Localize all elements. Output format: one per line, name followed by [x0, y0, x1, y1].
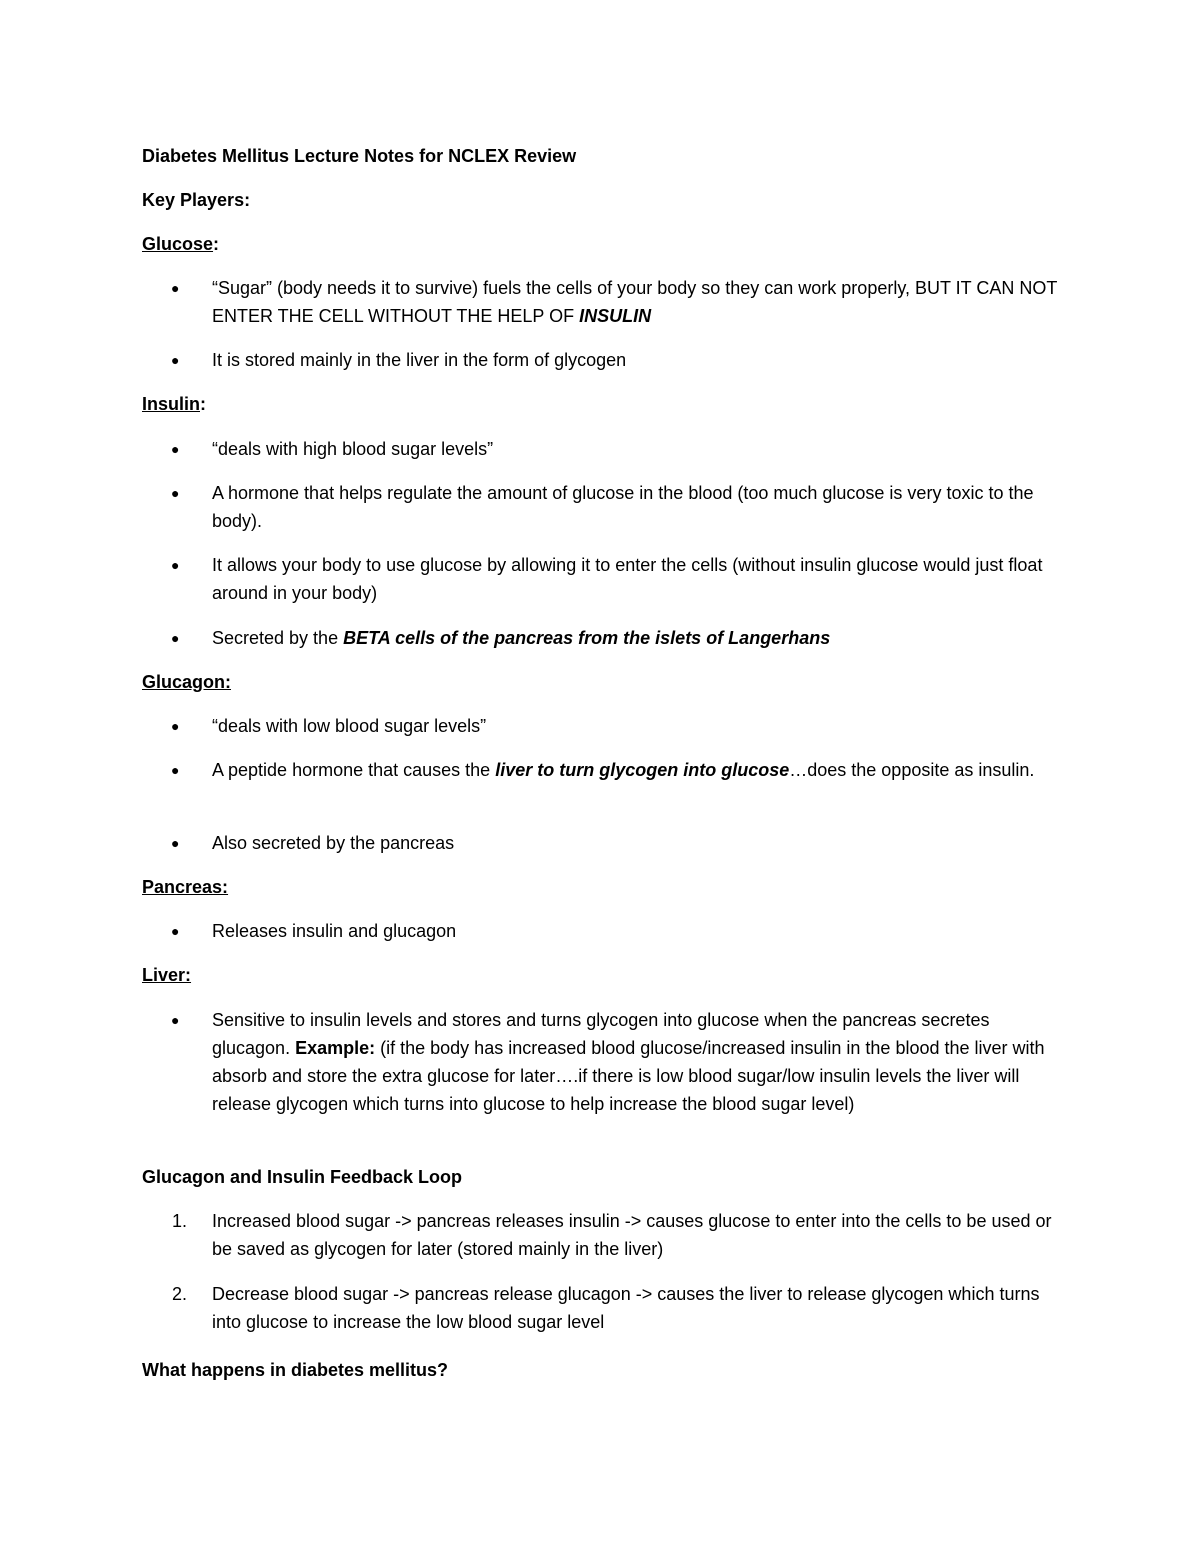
glucagon-bullet-2-post: …does the opposite as insulin.: [789, 760, 1035, 780]
bullet-icon: ●: [171, 352, 180, 368]
glucose-colon: :: [213, 234, 220, 254]
glucagon-bullet-2-pre: A peptide hormone that causes the: [212, 760, 496, 780]
glucose-bullet-1: [212, 274, 1072, 330]
feedback-item-1-number: 1.: [172, 1211, 188, 1231]
glucose-heading: Glucose: [142, 234, 214, 254]
bullet-icon: ●: [171, 280, 180, 296]
liver-heading: Liver:: [142, 965, 192, 985]
liver-bullet-1-pre: Sensitive to insulin levels and stores and turns glycogen into glucose when the pancreas secretes glucagon.: [212, 1010, 990, 1058]
glucagon-heading: Glucagon:: [142, 672, 231, 692]
key-players-heading: Key Players:: [142, 190, 251, 210]
liver-bullet-1-post: (if the body has increased blood glucose/increased insulin in the blood the liver with absorb and store the extra glucose for later….if there is low blood sugar/low insulin levels the liver will release glycogen which turns into glucose to help increase the blood sugar level): [212, 1038, 1045, 1114]
document-title: Diabetes Mellitus Lecture Notes for NCLEX Review: [142, 146, 577, 166]
glucose-bullet-2: It is stored mainly in the liver in the form of glycogen: [212, 350, 627, 370]
bullet-icon: ●: [171, 630, 180, 646]
bullet-icon: ●: [171, 485, 180, 501]
pancreas-heading: Pancreas:: [142, 877, 229, 897]
insulin-colon: :: [200, 394, 206, 414]
glucagon-bullet-2: [212, 756, 1072, 784]
insulin-bullet-3: It allows your body to use glucose by allowing it to enter the cells (without insulin glucose would just float around in your body): [212, 555, 1043, 603]
glucose-bullet-1-emphasis: INSULIN: [579, 306, 652, 326]
bullet-icon: ●: [171, 835, 180, 851]
glucagon-bullet-3: Also secreted by the pancreas: [212, 833, 455, 853]
liver-bullet-1: [212, 1006, 1072, 1118]
insulin-bullet-4: [212, 624, 1072, 652]
insulin-bullet-1: “deals with high blood sugar levels”: [212, 439, 494, 459]
glucose-heading-line: [142, 230, 219, 258]
feedback-item-2: Decrease blood sugar -> pancreas release glucagon -> causes the liver to release glycogen which turns into glucose to increase the low blood sugar level: [212, 1284, 1040, 1332]
bullet-icon: ●: [171, 718, 180, 734]
pancreas-bullet-1: Releases insulin and glucagon: [212, 921, 457, 941]
glucagon-bullet-2-emphasis: liver to turn glycogen into glucose: [495, 760, 790, 780]
insulin-heading-line: [142, 390, 206, 418]
feedback-item-2-number: 2.: [172, 1284, 188, 1304]
insulin-bullet-2: A hormone that helps regulate the amount of glucose in the blood (too much glucose is very toxic to the body).: [212, 483, 1034, 531]
glucose-bullet-1-text: “Sugar” (body needs it to survive) fuels the cells of your body so they can work properly, BUT IT CAN NOT ENTER THE CELL WITHOUT THE HELP OF: [212, 278, 1058, 326]
bullet-icon: ●: [171, 762, 180, 778]
insulin-bullet-4-emphasis: BETA cells of the pancreas from the islets of Langerhans: [343, 628, 831, 648]
feedback-item-1: Increased blood sugar -> pancreas releases insulin -> causes glucose to enter into the cells to be used or be saved as glycogen for later (stored mainly in the liver): [212, 1211, 1052, 1259]
glucagon-bullet-1: “deals with low blood sugar levels”: [212, 716, 487, 736]
question-heading: What happens in diabetes mellitus?: [142, 1360, 449, 1380]
bullet-icon: ●: [171, 1012, 180, 1028]
bullet-icon: ●: [171, 923, 180, 939]
liver-bullet-1-label: Example:: [295, 1038, 376, 1058]
insulin-bullet-4-text: Secreted by the: [212, 628, 344, 648]
bullet-icon: ●: [171, 557, 180, 573]
bullet-icon: ●: [171, 441, 180, 457]
insulin-heading: Insulin: [142, 394, 200, 414]
feedback-heading: Glucagon and Insulin Feedback Loop: [142, 1167, 463, 1187]
